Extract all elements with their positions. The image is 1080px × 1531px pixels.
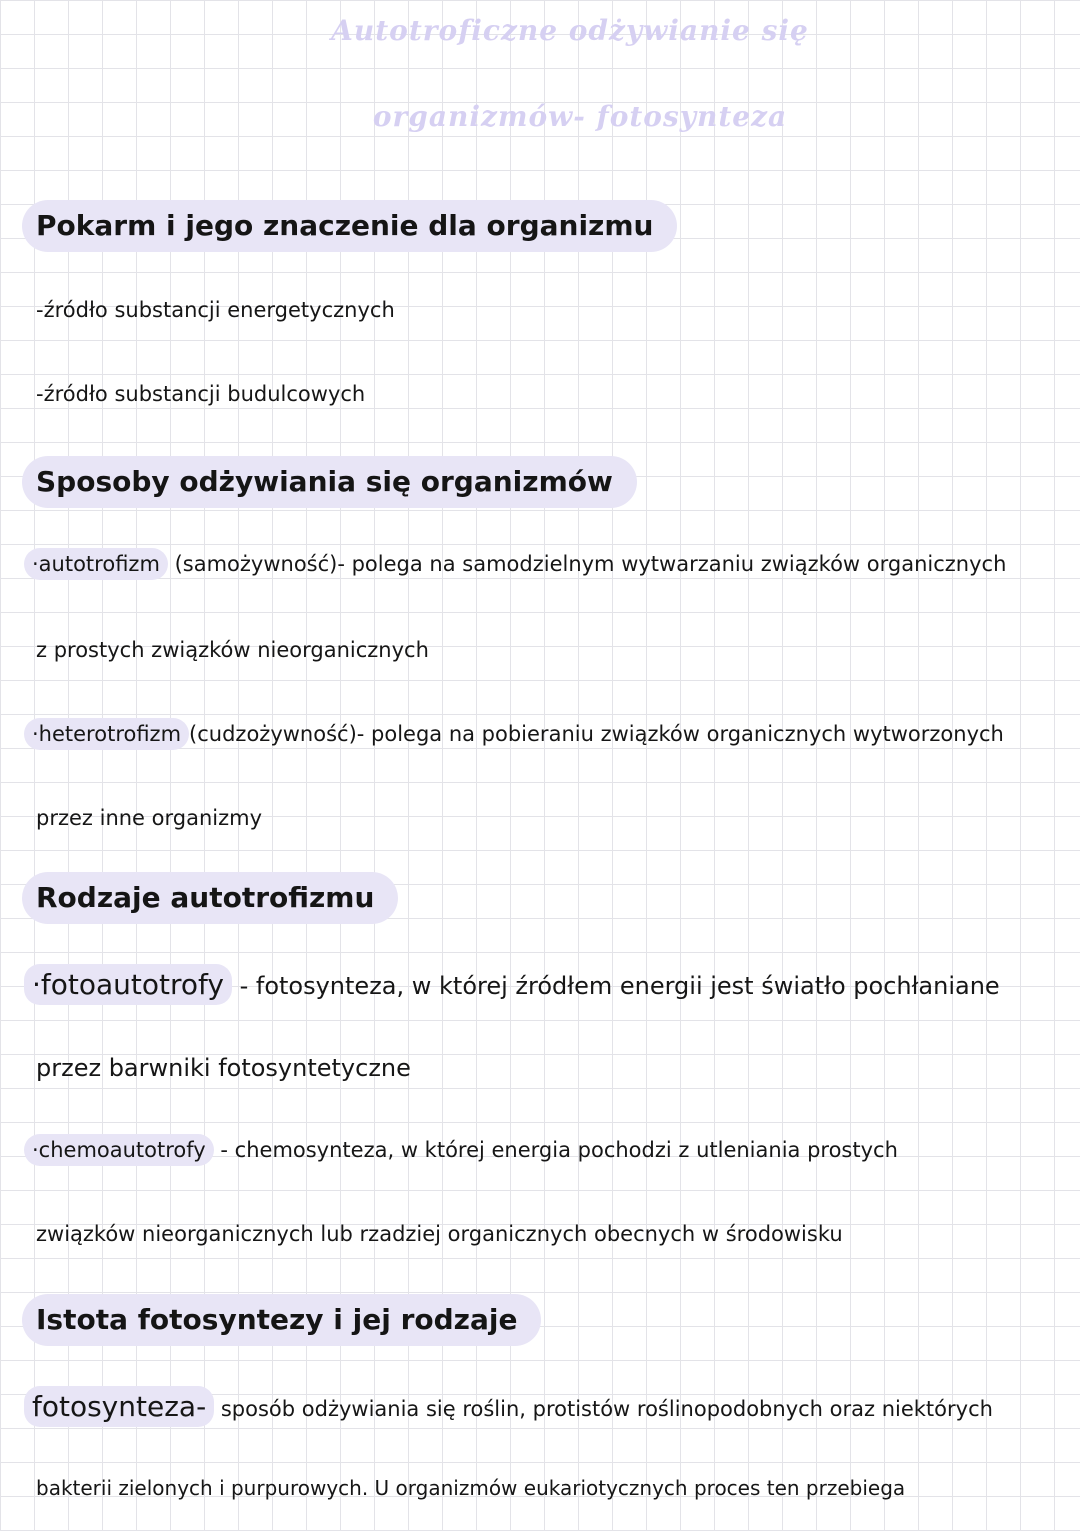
definition-autotrophy-cont: z prostych związków nieorganicznych <box>36 638 429 662</box>
definition-photoautotrophs <box>32 968 1000 1001</box>
term-photosynthesis: fotosynteza- <box>24 1386 214 1427</box>
section-heading-nutrition-modes: Sposoby odżywiania się organizmów <box>22 456 637 508</box>
section-heading-food: Pokarm i jego znaczenie dla organizmu <box>22 200 677 252</box>
definition-heterotrophy-cont: przez inne organizmy <box>36 806 263 830</box>
definition-photoautotrophs-text: - fotosynteza, w której źródłem energii jest światło pochłaniane <box>231 972 1000 1000</box>
definition-photosynthesis-text: sposób odżywiania się roślin, protistów roślinopodobnych oraz niektórych <box>214 1397 993 1421</box>
section-heading-autotrophy-types: Rodzaje autotrofizmu <box>22 872 398 924</box>
term-chemoautotrophs: ·chemoautotrofy <box>24 1134 214 1166</box>
term-heterotrophy: ·heterotrofizm <box>24 718 189 750</box>
definition-photoautotrophs-cont: przez barwniki fotosyntetyczne <box>36 1054 411 1082</box>
page-title-line-1: Autotroficzne odżywianie się <box>331 14 809 47</box>
section-heading-photosynthesis: Istota fotosyntezy i jej rodzaje <box>22 1294 541 1346</box>
definition-chemoautotrophs-cont: związków nieorganicznych lub rzadziej organicznych obecnych w środowisku <box>36 1222 843 1246</box>
note-line-energy: -źródło substancji energetycznych <box>36 298 395 322</box>
note-line-building: -źródło substancji budulcowych <box>36 382 366 406</box>
definition-chemoautotrophs <box>32 1138 898 1162</box>
definition-photosynthesis-cont: bakterii zielonych i purpurowych. U organizmów eukariotycznych proces ten przebiega <box>36 1476 906 1500</box>
definition-autotrophy-text: (samożywność)- polega na samodzielnym wytwarzaniu związków organicznych <box>167 552 1007 576</box>
term-photoautotrophs: ·fotoautotrofy <box>24 964 232 1005</box>
definition-heterotrophy <box>32 722 1004 746</box>
term-autotrophy: ·autotrofizm <box>24 548 168 580</box>
definition-autotrophy <box>32 552 1007 576</box>
definition-photosynthesis <box>32 1390 993 1423</box>
definition-chemoautotrophs-text: - chemosynteza, w której energia pochodzi z utleniania prostych <box>213 1138 898 1162</box>
definition-heterotrophy-text: (cudzożywność)- polega na pobieraniu związków organicznych wytworzonych <box>189 722 1004 746</box>
page-title-line-2: organizmów- fotosynteza <box>372 100 788 133</box>
